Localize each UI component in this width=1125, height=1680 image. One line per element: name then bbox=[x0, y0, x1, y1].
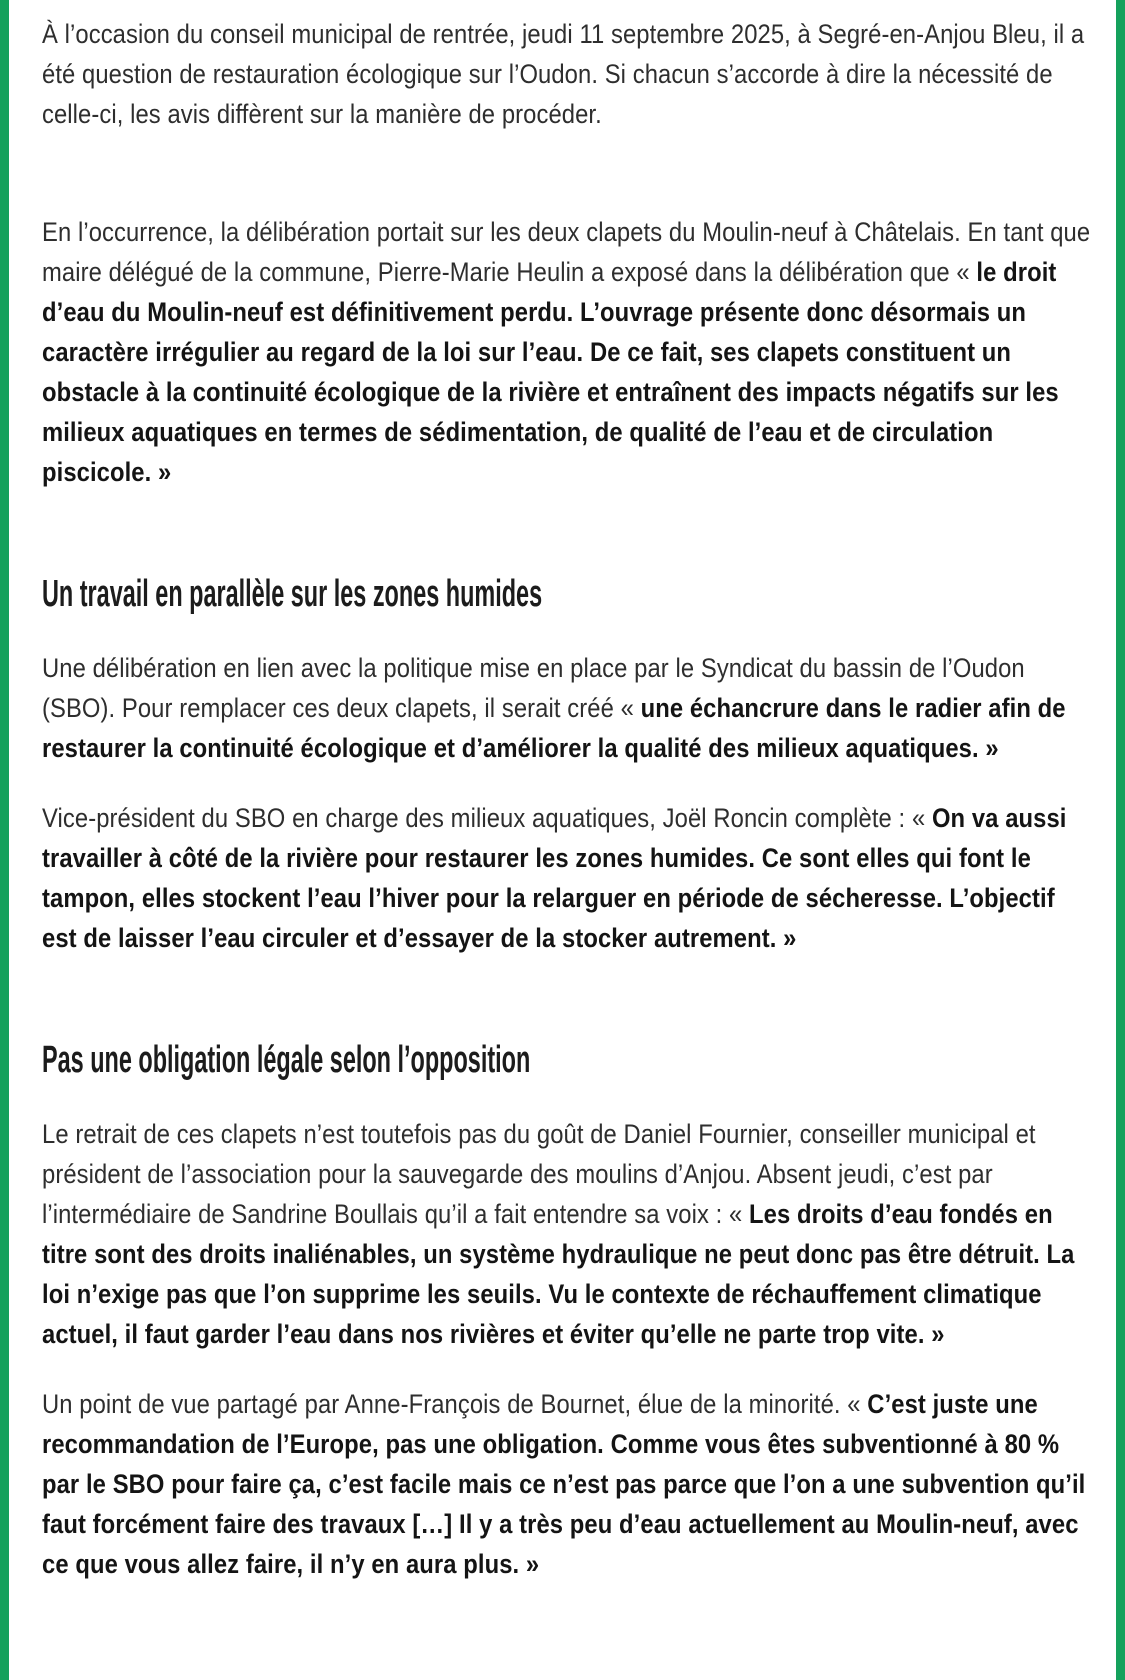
paragraph-text: En l’occurrence, la délibération portait sur les deux clapets du Moulin-neuf à Châtelais. En tant que maire délégué de la commune, Pierre-Marie Heulin a exposé dans la délibération que « bbox=[42, 217, 1091, 287]
quote-bold-text: le droit d’eau du Moulin-neuf est définitivement perdu. L’ouvrage présente donc désormais un caractère irrégulier au regard de la loi sur l’eau. De ce fait, ses clapets constituent un obstacle à la continuité écologique de la rivière et entraînent des impacts négatifs sur les milieux aquatiques en termes de sédimentation, de qualité de l’eau et de circulation piscicole. » bbox=[42, 257, 1059, 487]
article-body bbox=[42, 14, 1090, 1614]
quote-bold-text: On va aussi travailler à côté de la rivière pour restaurer les zones humides. Ce sont elles qui font le tampon, elles stockent l’eau l’hiver pour la relarguer en période de sécheresse. L’objectif est de laisser l’eau circuler et d’essayer de la stocker autrement. » bbox=[42, 803, 1067, 953]
paragraph-text: À l’occasion du conseil municipal de rentrée, jeudi 11 septembre 2025, à Segré-en-Anjou Bleu, il a été question de restauration écologique sur l’Oudon. Si chacun s’accorde à dire la nécessité de celle-ci, les avis diffèrent sur la manière de procéder. bbox=[42, 19, 1085, 129]
article-paragraph bbox=[42, 1384, 1090, 1584]
paragraph-text: Une délibération en lien avec la politique mise en place par le Syndicat du bassin de l’Oudon (SBO). Pour remplacer ces deux clapets, il serait créé « bbox=[42, 653, 1025, 723]
section-heading-opposition: Pas une obligation légale selon l’opposition bbox=[42, 1039, 531, 1081]
article-paragraph bbox=[42, 212, 1090, 492]
left-accent-border bbox=[0, 0, 9, 1680]
right-accent-border bbox=[1116, 0, 1125, 1680]
quote-bold-text: Les droits d’eau fondés en titre sont des droits inaliénables, un système hydraulique ne peut donc pas être détruit. La loi n’exige pas que l’on supprime les seuils. Vu le contexte de réchauffement climatique actuel, il faut garder l’eau dans nos rivières et éviter qu’elle ne parte trop vite. » bbox=[42, 1199, 1075, 1349]
article-intro bbox=[42, 14, 1090, 134]
section-heading-zones-humides: Un travail en parallèle sur les zones humides bbox=[42, 573, 543, 615]
paragraph-text: Le retrait de ces clapets n’est toutefois pas du goût de Daniel Fournier, conseiller municipal et président de l’association pour la sauvegarde des moulins d’Anjou. Absent jeudi, c’est par l’intermédiaire de Sandrine Boullais qu’il a fait entendre sa voix : « bbox=[42, 1119, 1036, 1229]
article-paragraph bbox=[42, 798, 1090, 958]
paragraph-text: Vice-président du SBO en charge des milieux aquatiques, Joël Roncin complète : « bbox=[42, 803, 932, 833]
article-paragraph bbox=[42, 648, 1090, 768]
quote-bold-text: une échancrure dans le radier afin de restaurer la continuité écologique et d’améliorer la qualité des milieux aquatiques. » bbox=[42, 693, 1066, 763]
quote-bold-text: C’est juste une recommandation de l’Europe, pas une obligation. Comme vous êtes subventionné à 80 % par le SBO pour faire ça, c’est facile mais ce n’est pas parce que l’on a une subvention qu’il faut forcément faire des travaux […] Il y a très peu d’eau actuellement au Moulin-neuf, avec ce que vous allez faire, il n’y en aura plus. » bbox=[42, 1389, 1086, 1579]
paragraph-text: Un point de vue partagé par Anne-François de Bournet, élue de la minorité. « bbox=[42, 1389, 868, 1419]
article-paragraph bbox=[42, 1114, 1090, 1354]
